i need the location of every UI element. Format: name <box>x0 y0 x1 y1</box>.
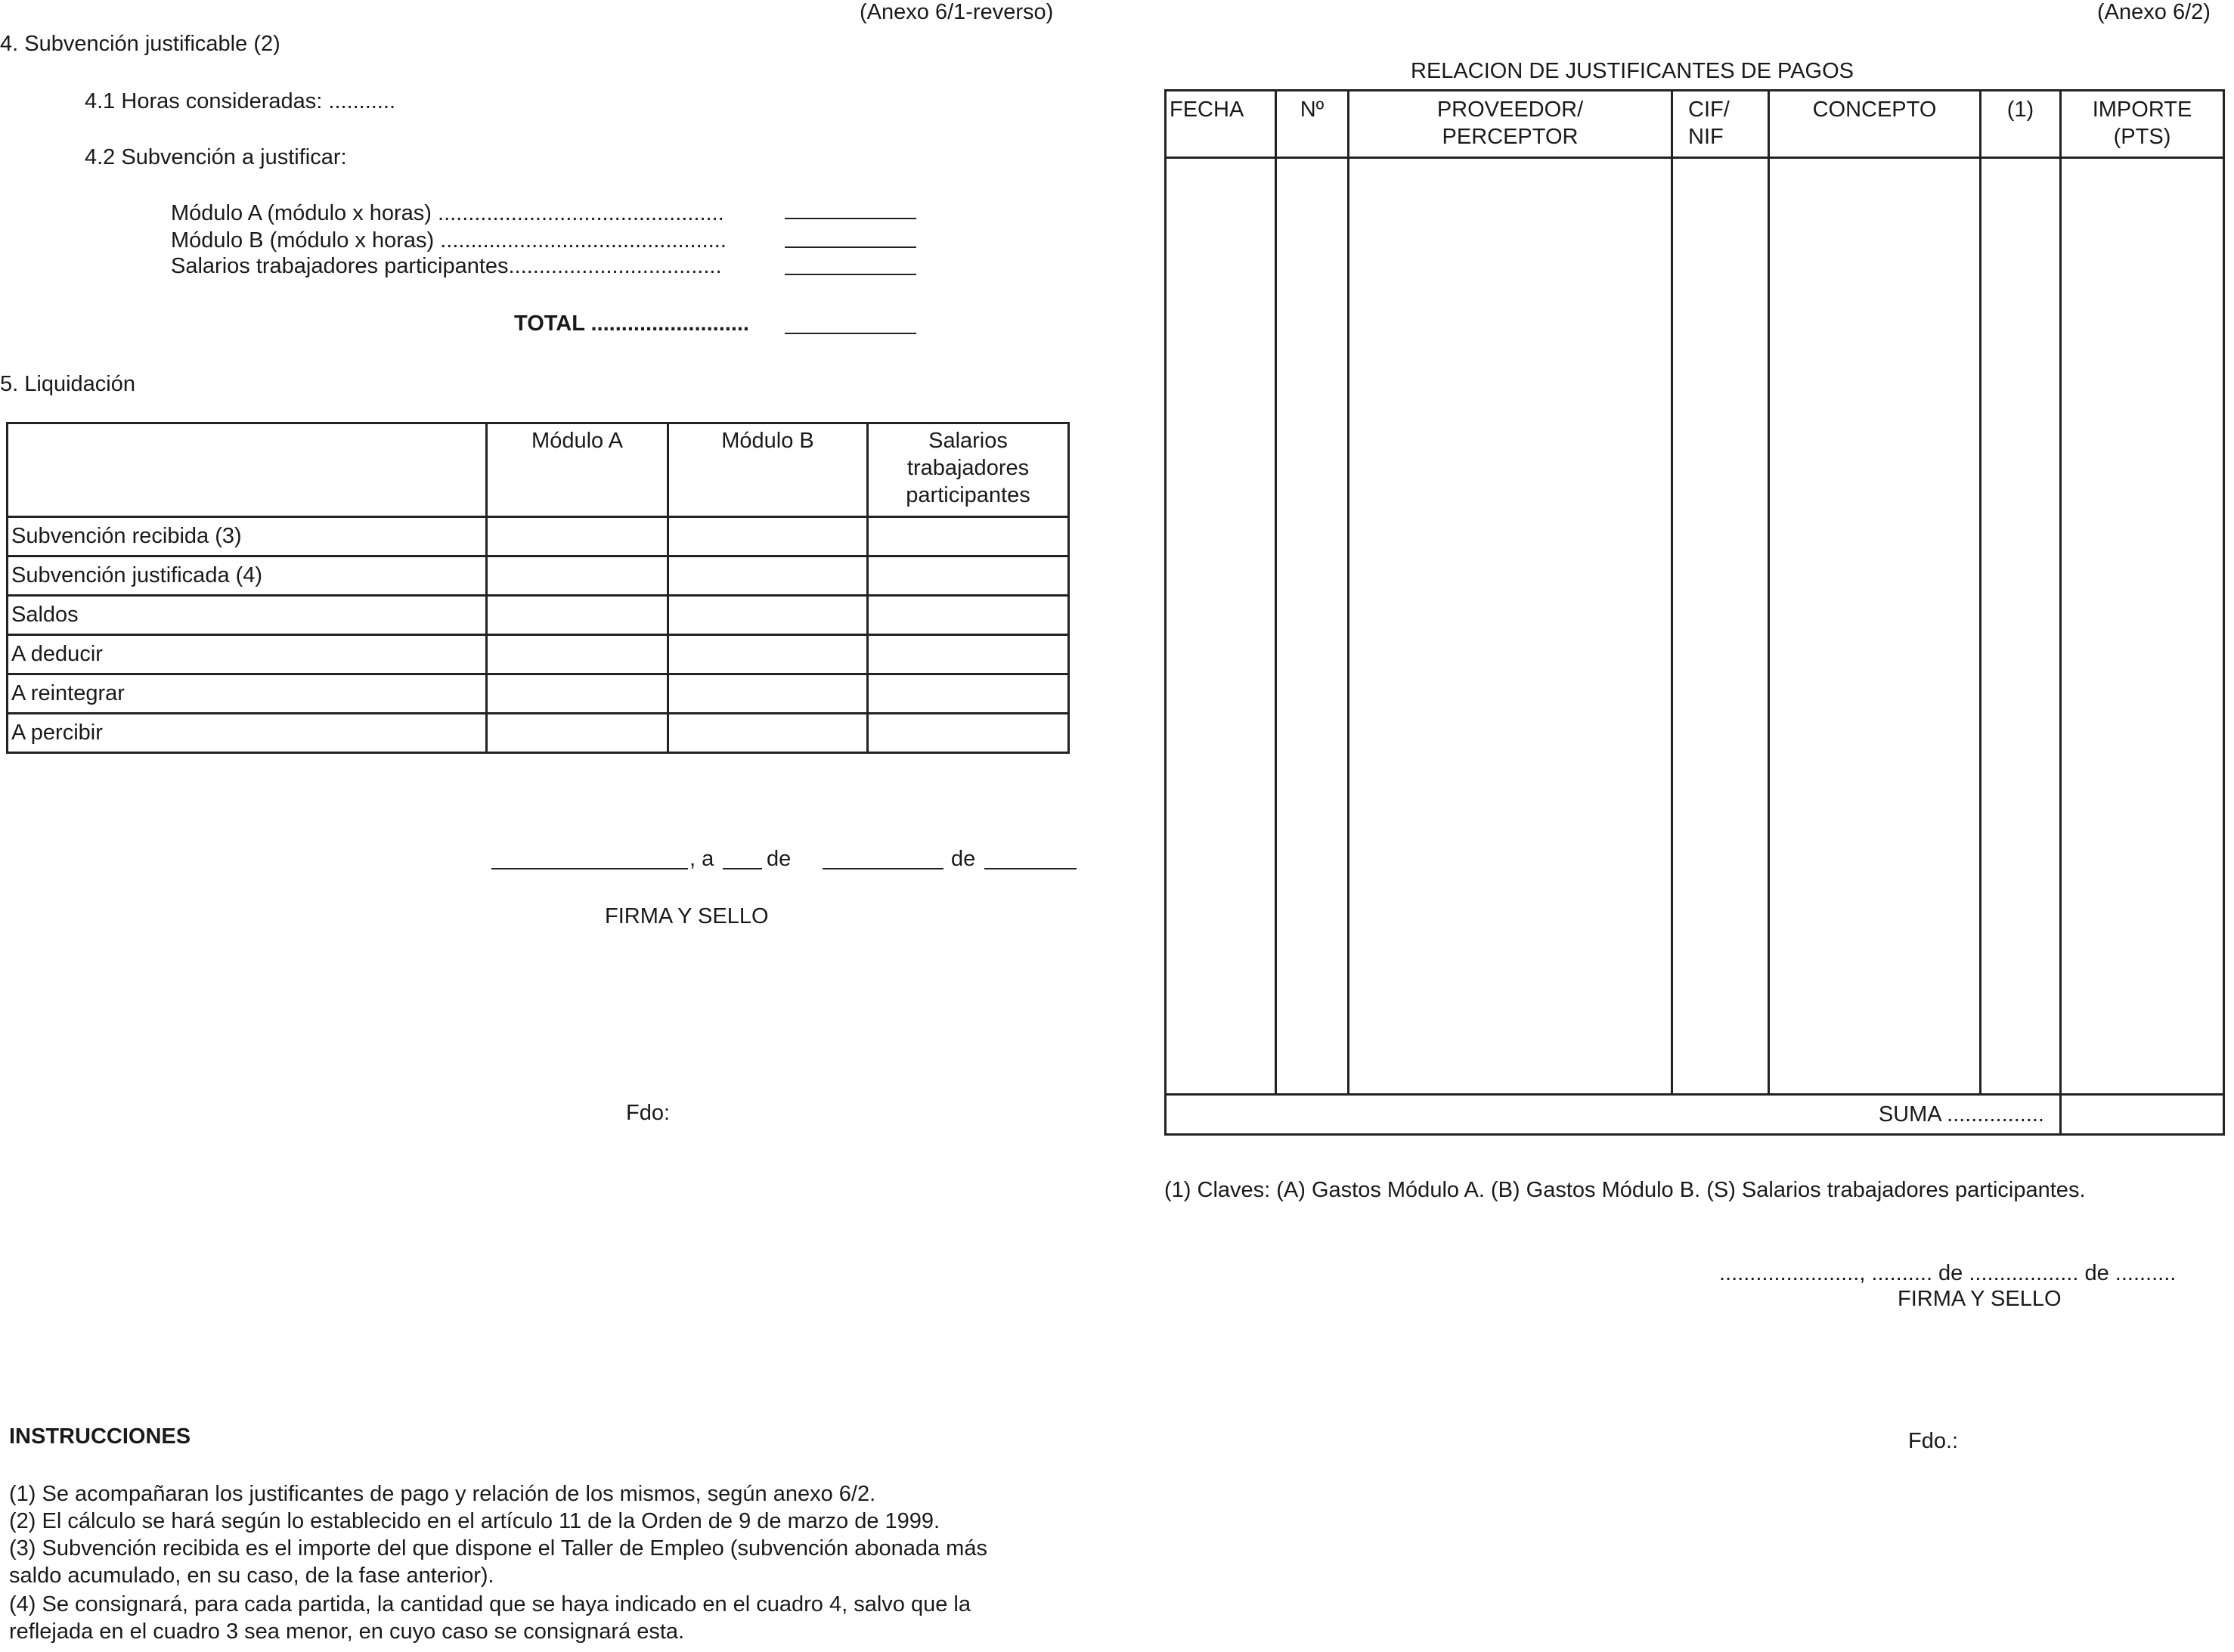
instruction-line: (3) Subvención recibida es el importe del que dispone el Taller de Empleo (subvención abonada más <box>9 1536 987 1561</box>
suma-label: SUMA ................ <box>1166 1095 2061 1135</box>
month-blank <box>823 868 943 869</box>
numero-column[interactable] <box>1276 158 1349 1095</box>
liq-cell[interactable] <box>487 596 668 635</box>
importe-column[interactable] <box>2061 158 2224 1095</box>
liq-row <box>8 674 1069 714</box>
modulo-a-blank <box>785 218 916 219</box>
liquidacion-table <box>6 422 1070 754</box>
header-cif: CIF/ NIF <box>1672 91 1769 158</box>
liq-cell[interactable] <box>668 596 868 635</box>
header-fecha: FECHA <box>1166 91 1276 158</box>
liq-row-label: A percibir <box>8 714 487 753</box>
subvencion-a-justificar: 4.2 Subvención a justificar: <box>85 145 347 169</box>
liq-row <box>8 556 1069 596</box>
liq-row-label: Subvención justificada (4) <box>8 556 487 596</box>
horas-consideradas: 4.1 Horas consideradas: ........... <box>85 89 396 113</box>
header-numero: Nº <box>1276 91 1349 158</box>
clave-column[interactable] <box>1981 158 2061 1095</box>
section5-title: 5. Liquidación <box>0 372 135 396</box>
instruction-line: saldo acumulado, en su caso, de la fase anterior). <box>9 1564 494 1588</box>
instruction-line: (1) Se acompañaran los justificantes de pago y relación de los mismos, según anexo 6/2. <box>9 1482 876 1506</box>
place-blank <box>491 868 688 869</box>
annex-label-right: (Anexo 6/2) <box>2097 0 2211 24</box>
salarios-blank <box>785 274 916 275</box>
date-a-label: , a <box>689 847 714 871</box>
liq-cell[interactable] <box>868 517 1069 556</box>
instruction-line: reflejada en el cuadro 3 sea menor, en cuyo caso se consignará esta. <box>9 1619 685 1644</box>
liq-row-label: A deducir <box>8 635 487 674</box>
liq-cell[interactable] <box>668 556 868 596</box>
modulo-a-line: Módulo A (módulo x horas) ............................................... <box>171 201 724 225</box>
modulo-b-line: Módulo B (módulo x horas) ............................................... <box>171 228 727 253</box>
annex-label-left: (Anexo 6/1-reverso) <box>860 0 1054 24</box>
firma-sello-left: FIRMA Y SELLO <box>605 904 769 928</box>
liq-cell[interactable] <box>487 635 668 674</box>
instruction-line: (4) Se consignará, para cada partida, la cantidad que se haya indicado en el cuadro 4, salvo que la <box>9 1592 971 1616</box>
proveedor-column[interactable] <box>1349 158 1672 1095</box>
header-proveedor: PROVEEDOR/ PERCEPTOR <box>1349 91 1672 158</box>
liq-header-modulo-a: Módulo A <box>487 423 668 517</box>
concepto-column[interactable] <box>1769 158 1981 1095</box>
suma-value[interactable] <box>2061 1095 2224 1135</box>
liq-cell[interactable] <box>487 714 668 753</box>
cif-column[interactable] <box>1672 158 1769 1095</box>
header-concepto: CONCEPTO <box>1769 91 1981 158</box>
instructions-title: INSTRUCCIONES <box>9 1424 191 1449</box>
total-line: TOTAL .......................... <box>514 311 749 336</box>
salarios-line: Salarios trabajadores participantes................................... <box>171 254 722 278</box>
liq-cell[interactable] <box>868 596 1069 635</box>
relacion-table <box>1164 89 2225 1136</box>
liq-cell[interactable] <box>868 714 1069 753</box>
date-line-right: ......................., .......... de .................. de .......... <box>1719 1261 2177 1285</box>
firma-sello-right: FIRMA Y SELLO <box>1898 1287 2062 1311</box>
liq-cell[interactable] <box>487 517 668 556</box>
liq-row <box>8 517 1069 556</box>
liq-cell[interactable] <box>668 714 868 753</box>
liq-cell[interactable] <box>868 674 1069 714</box>
liq-header-salarios: Salarios trabajadores participantes <box>868 423 1069 517</box>
modulo-b-blank <box>785 246 916 248</box>
header-importe: IMPORTE (PTS) <box>2061 91 2224 158</box>
liq-row-label: Saldos <box>8 596 487 635</box>
liq-cell[interactable] <box>668 635 868 674</box>
header-clave: (1) <box>1981 91 2061 158</box>
liq-cell[interactable] <box>487 556 668 596</box>
claves-note: (1) Claves: (A) Gastos Módulo A. (B) Gastos Módulo B. (S) Salarios trabajadores participantes. <box>1164 1178 2086 1202</box>
liq-row <box>8 714 1069 753</box>
section4-title: 4. Subvención justificable (2) <box>0 32 280 56</box>
liq-cell[interactable] <box>668 674 868 714</box>
day-blank <box>723 868 762 869</box>
liq-cell[interactable] <box>668 517 868 556</box>
liq-header-modulo-b: Módulo B <box>668 423 868 517</box>
liq-cell[interactable] <box>868 635 1069 674</box>
total-blank <box>785 333 916 334</box>
liq-row <box>8 596 1069 635</box>
liq-header-blank <box>8 423 487 517</box>
liq-row <box>8 635 1069 674</box>
fdo-right: Fdo.: <box>1908 1429 1959 1453</box>
instruction-line: (2) El cálculo se hará según lo establecido en el artículo 11 de la Orden de 9 de marzo de 1999. <box>9 1509 940 1533</box>
date-de-label-2: de <box>951 847 976 871</box>
liq-cell[interactable] <box>868 556 1069 596</box>
liq-row-label: A reintegrar <box>8 674 487 714</box>
liq-cell[interactable] <box>487 674 668 714</box>
year-blank <box>984 868 1077 869</box>
liq-row-label: Subvención recibida (3) <box>8 517 487 556</box>
fecha-column[interactable] <box>1166 158 1276 1095</box>
fdo-left: Fdo: <box>626 1101 671 1125</box>
relacion-title: RELACION DE JUSTIFICANTES DE PAGOS <box>1411 59 1854 83</box>
date-de-label-1: de <box>767 847 792 871</box>
